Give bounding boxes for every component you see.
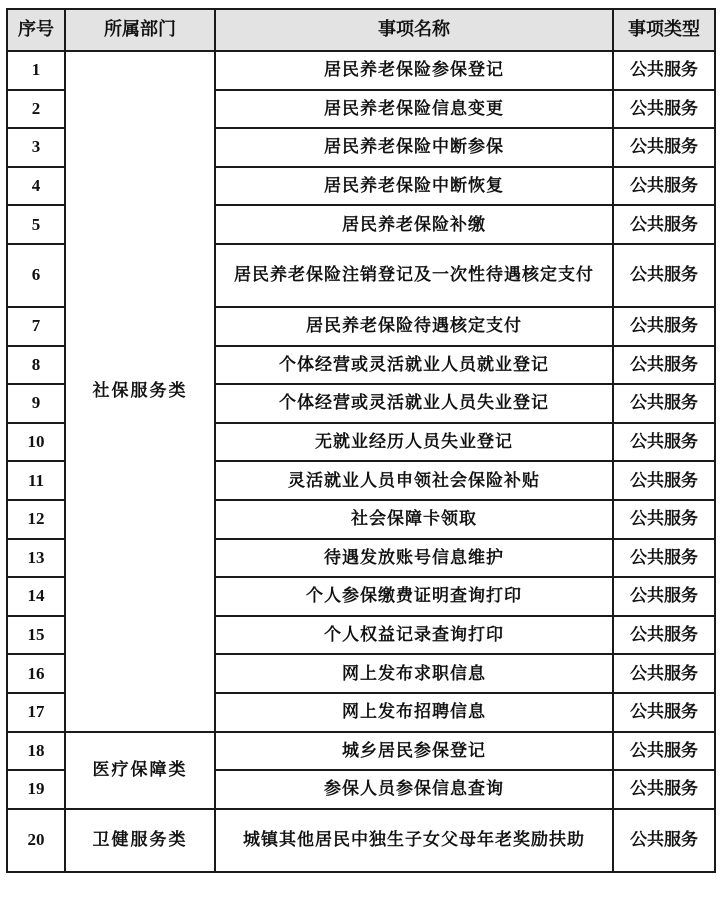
- row-index: 7: [7, 307, 65, 346]
- row-item-name: 个人参保缴费证明查询打印: [215, 577, 613, 616]
- row-item-type: 公共服务: [613, 539, 715, 578]
- table-row: [7, 51, 715, 90]
- row-item-name: 居民养老保险信息变更: [215, 90, 613, 129]
- row-item-name: 个体经营或灵活就业人员就业登记: [215, 346, 613, 385]
- row-item-name: 网上发布求职信息: [215, 654, 613, 693]
- table-row: [7, 732, 715, 771]
- row-item-type: 公共服务: [613, 167, 715, 206]
- service-items-table: [6, 8, 716, 873]
- row-item-type: 公共服务: [613, 205, 715, 244]
- header-index: 序号: [7, 9, 65, 51]
- header-item-type: 事项类型: [613, 9, 715, 51]
- row-item-name: 城乡居民参保登记: [215, 732, 613, 771]
- row-item-name: 网上发布招聘信息: [215, 693, 613, 732]
- row-item-name: 居民养老保险补缴: [215, 205, 613, 244]
- row-item-name: 居民养老保险待遇核定支付: [215, 307, 613, 346]
- row-item-type: 公共服务: [613, 90, 715, 129]
- row-index: 19: [7, 770, 65, 809]
- row-item-name: 无就业经历人员失业登记: [215, 423, 613, 462]
- table-row: [7, 809, 715, 872]
- row-item-name: 待遇发放账号信息维护: [215, 539, 613, 578]
- row-item-type: 公共服务: [613, 384, 715, 423]
- row-item-type: 公共服务: [613, 500, 715, 539]
- row-index: 13: [7, 539, 65, 578]
- row-item-name: 参保人员参保信息查询: [215, 770, 613, 809]
- row-item-type: 公共服务: [613, 809, 715, 872]
- department-health-services: 卫健服务类: [65, 809, 215, 872]
- row-index: 2: [7, 90, 65, 129]
- row-item-type: 公共服务: [613, 654, 715, 693]
- row-item-name: 个人权益记录查询打印: [215, 616, 613, 655]
- row-item-type: 公共服务: [613, 770, 715, 809]
- row-item-name: 居民养老保险参保登记: [215, 51, 613, 90]
- row-item-type: 公共服务: [613, 128, 715, 167]
- department-medical-security: 医疗保障类: [65, 732, 215, 809]
- row-item-name: 居民养老保险中断参保: [215, 128, 613, 167]
- row-index: 12: [7, 500, 65, 539]
- row-index: 17: [7, 693, 65, 732]
- row-index: 15: [7, 616, 65, 655]
- row-index: 14: [7, 577, 65, 616]
- row-index: 20: [7, 809, 65, 872]
- row-item-type: 公共服务: [613, 244, 715, 307]
- row-index: 4: [7, 167, 65, 206]
- row-index: 5: [7, 205, 65, 244]
- row-item-name: 城镇其他居民中独生子女父母年老奖励扶助: [215, 809, 613, 872]
- header-item-name: 事项名称: [215, 9, 613, 51]
- row-item-type: 公共服务: [613, 346, 715, 385]
- row-item-type: 公共服务: [613, 693, 715, 732]
- row-index: 9: [7, 384, 65, 423]
- row-item-name: 灵活就业人员申领社会保险补贴: [215, 461, 613, 500]
- header-department: 所属部门: [65, 9, 215, 51]
- row-index: 3: [7, 128, 65, 167]
- row-item-type: 公共服务: [613, 307, 715, 346]
- row-item-type: 公共服务: [613, 51, 715, 90]
- row-index: 18: [7, 732, 65, 771]
- department-social-security: 社保服务类: [65, 51, 215, 732]
- row-index: 16: [7, 654, 65, 693]
- row-item-type: 公共服务: [613, 577, 715, 616]
- row-index: 8: [7, 346, 65, 385]
- row-index: 6: [7, 244, 65, 307]
- row-item-name: 社会保障卡领取: [215, 500, 613, 539]
- row-item-type: 公共服务: [613, 461, 715, 500]
- row-item-name: 居民养老保险注销登记及一次性待遇核定支付: [215, 244, 613, 307]
- row-index: 1: [7, 51, 65, 90]
- row-item-type: 公共服务: [613, 423, 715, 462]
- row-item-name: 个体经营或灵活就业人员失业登记: [215, 384, 613, 423]
- row-index: 10: [7, 423, 65, 462]
- row-item-type: 公共服务: [613, 732, 715, 771]
- row-item-name: 居民养老保险中断恢复: [215, 167, 613, 206]
- row-index: 11: [7, 461, 65, 500]
- row-item-type: 公共服务: [613, 616, 715, 655]
- header-row: [7, 9, 715, 51]
